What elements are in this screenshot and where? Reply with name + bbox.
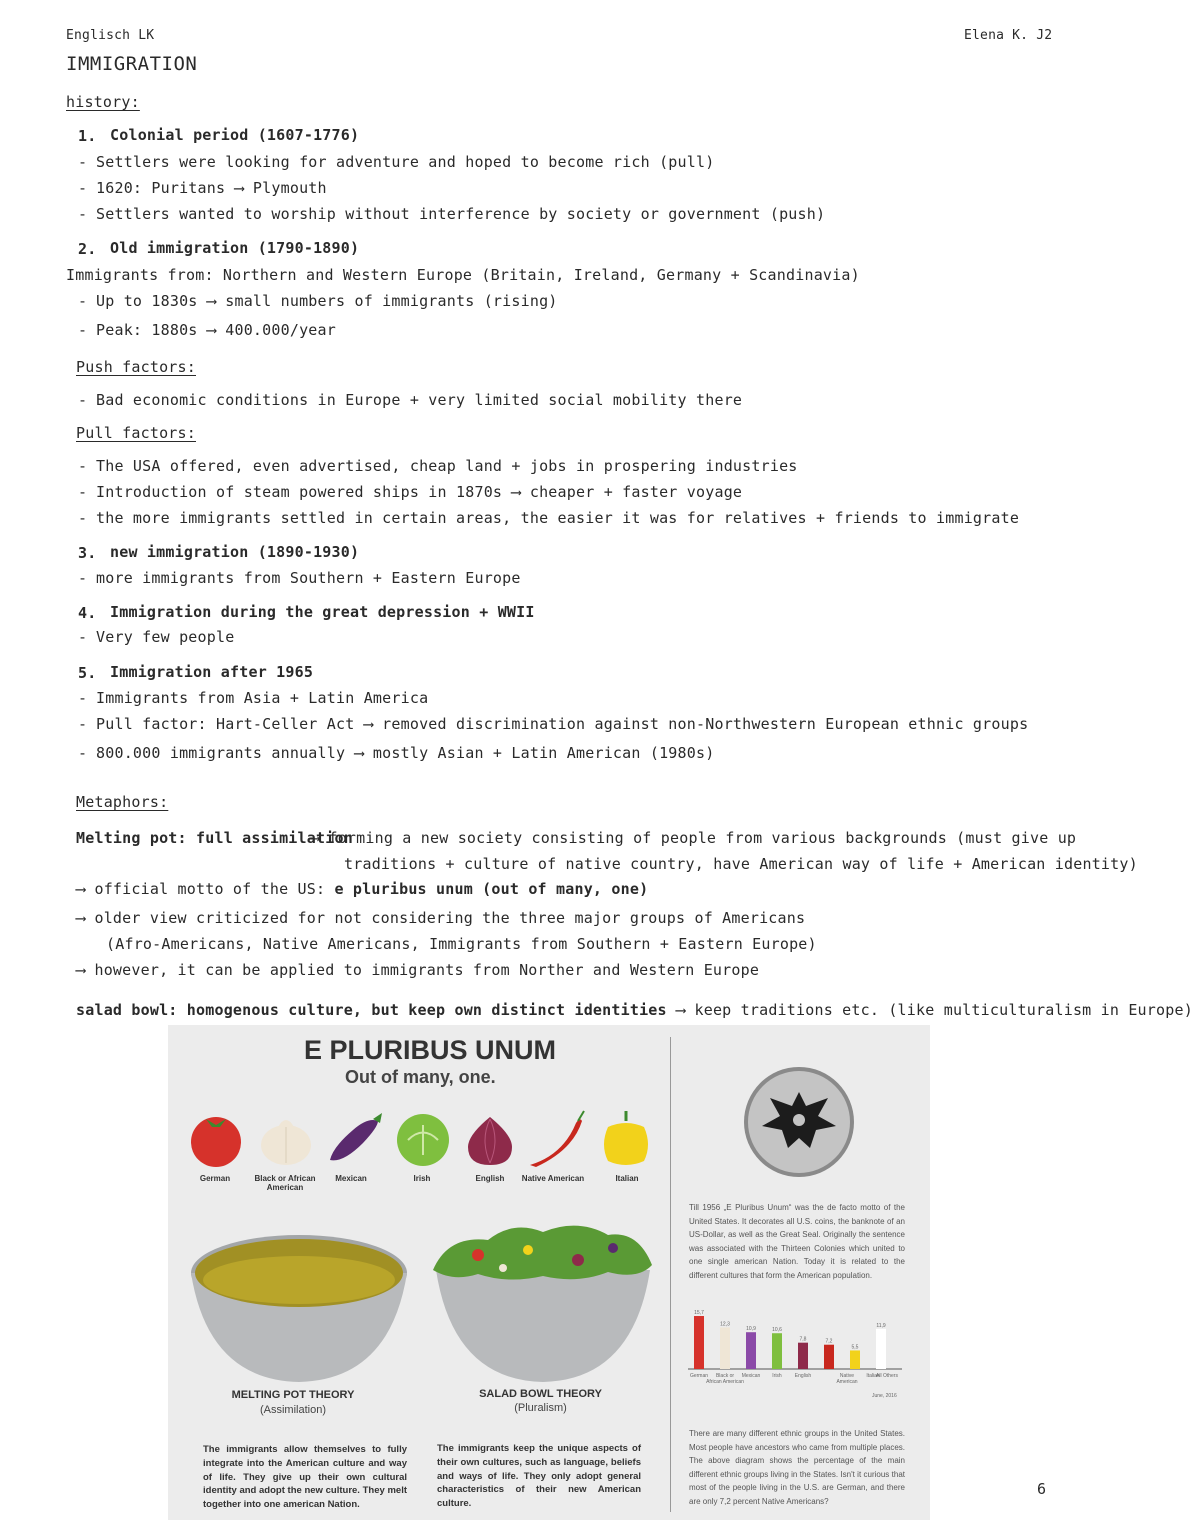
tomato-icon <box>191 1117 241 1167</box>
melting-pot-theory-title: MELTING POT THEORY <box>231 1389 355 1401</box>
bullet-dash: - <box>78 179 88 197</box>
chart-bar <box>720 1327 730 1369</box>
melting-pot-text: traditions + culture of native country, have American way of life + American identity) <box>344 855 1138 873</box>
section-title: new immigration (1890-1930) <box>110 543 360 561</box>
onion-icon <box>468 1117 512 1165</box>
chart-tick-label: Italian <box>866 1373 880 1379</box>
bullet-text: Up to 1830s ⟶ small numbers of immigrants (rising) <box>96 292 558 310</box>
veg-label: Mexican <box>335 1174 367 1183</box>
section-number: 2. <box>78 240 97 258</box>
section-number: 4. <box>78 604 97 622</box>
bullet-text: the more immigrants settled in certain areas, the easier it was for relatives + friends to immigrate <box>96 509 1020 527</box>
bullet-dash: - <box>78 391 88 409</box>
e-pluribus-unum-infographic <box>168 1025 930 1520</box>
chart-value-label: 10,6 <box>772 1327 782 1334</box>
chart-tick-label: American <box>836 1379 858 1385</box>
chart-bar <box>746 1332 756 1369</box>
bullet-text: Very few people <box>96 628 235 646</box>
push-heading: Push factors: <box>76 358 196 376</box>
chart-description: There are many different ethnic groups in the United States. Most people have ancestors who came from multiple places. The above diagram shows the percentage of the main different ethnic groups living in the States. Isn't it curious that most of the people living in the U.S. are German, and there are only 7,2 percent Native Americans? <box>689 1429 905 1506</box>
salad-bowl-theory-sub: (Pluralism) <box>514 1402 567 1414</box>
garlic-icon <box>261 1120 311 1165</box>
bullet-dash: - <box>78 153 88 171</box>
bullet-text: more immigrants from Southern + Eastern Europe <box>96 569 521 587</box>
bullet-text: Settlers wanted to worship without interference by society or government (push) <box>96 205 826 223</box>
cabbage-icon <box>397 1114 449 1166</box>
seal-description: Till 1956 „E Pluribus Unum“ was the de facto motto of the United States. It decorates all U.S. coins, the banknote of an US-Dollar, as well as the Great Seal. Originally the sentence was associated with the Thirteen Colonies which united to one single american Nation. Today it is related to the different cultures that form the American population. <box>689 1203 905 1280</box>
section-title: Immigration after 1965 <box>110 663 314 681</box>
chart-tick-label: Mexican <box>741 1373 761 1379</box>
section-number: 5. <box>78 664 97 682</box>
bullet-text: Peak: 1880s ⟶ 400.000/year <box>96 321 336 339</box>
melting-pot-bowl <box>191 1235 407 1382</box>
motto-prefix: ⟶ official motto of the US: <box>76 880 335 898</box>
section-number: 1. <box>78 127 97 145</box>
chart-bar <box>824 1345 834 1369</box>
course-label: Englisch LK <box>66 28 155 43</box>
bullet-text: Bad economic conditions in Europe + very limited social mobility there <box>96 391 743 409</box>
bullet-text: 1620: Puritans ⟶ Plymouth <box>96 179 327 197</box>
chart-bar <box>850 1350 860 1369</box>
bullet-dash: - <box>78 457 88 475</box>
criticism-line: ⟶ older view criticized for not considering the three major groups of Americans <box>76 909 806 927</box>
chart-value-label: 15,7 <box>694 1310 704 1317</box>
melting-pot-label: Melting pot: full assimilation <box>76 829 353 847</box>
chart-tick-label: All Others <box>876 1373 898 1379</box>
veg-label: Native American <box>521 1174 585 1183</box>
criticism-line-cont: (Afro-Americans, Native Americans, Immigrants from Southern + Eastern Europe) <box>106 935 817 953</box>
chart-value-label: 7,8 <box>799 1336 807 1343</box>
chart-tick-label: Native <box>839 1373 855 1379</box>
veg-label: Black or African American <box>254 1174 316 1192</box>
infographic-title: E PLURIBUS UNUM <box>304 1035 557 1065</box>
bullet-dash: - <box>78 321 88 339</box>
metaphors-heading: Metaphors: <box>76 793 169 811</box>
chili-icon <box>530 1111 584 1167</box>
melting-pot-text: ⟶ forming a new society consisting of people from various backgrounds (must give up <box>310 829 1077 847</box>
veg-label: English <box>475 1174 505 1183</box>
history-heading: history: <box>66 93 140 111</box>
vegetables-row <box>168 1105 668 1175</box>
chart-value-label: 11,9 <box>876 1322 886 1329</box>
chart-bar <box>694 1316 704 1369</box>
melting-pot-theory-text: The immigrants allow themselves to fully integrate into the American culture and way of life. They give up their own cultural identity and adopt the new culture. They melt together into one american Nation. <box>203 1444 407 1511</box>
author-label: Elena K. J2 <box>964 28 1053 43</box>
salad-bowl-label: salad bowl: homogenous culture, but keep own distinct identities <box>76 1001 667 1019</box>
pepper-icon <box>604 1111 648 1165</box>
chart-tick-label: Irish <box>772 1373 782 1379</box>
bullet-dash: - <box>78 292 88 310</box>
bullet-text: Introduction of steam powered ships in 1870s ⟶ cheaper + faster voyage <box>96 483 743 501</box>
bullet-dash: - <box>78 689 88 707</box>
chart-value-label: 7,2 <box>825 1338 833 1345</box>
salad-bowl-theory-text: The immigrants keep the unique aspects of their own cultures, such as language, beliefs and ways of life. They only adopt general characteristics of their new American culture. <box>437 1443 641 1510</box>
bullet-text: Immigrants from Asia + Latin America <box>96 689 429 707</box>
infographic-subtitle: Out of many, one. <box>345 1067 496 1087</box>
bullet-dash: - <box>78 715 88 733</box>
pull-heading: Pull factors: <box>76 424 196 442</box>
motto-text: e pluribus unum (out of many, one) <box>334 880 649 898</box>
veg-label: Italian <box>615 1174 639 1183</box>
chart-value-label: 10,9 <box>746 1326 756 1333</box>
melting-pot-theory-sub: (Assimilation) <box>259 1404 326 1416</box>
divider <box>670 1037 671 1512</box>
bullet-text: 800.000 immigrants annually ⟶ mostly Asian + Latin American (1980s) <box>96 744 715 762</box>
bullet-text: Settlers were looking for adventure and hoped to become rich (pull) <box>96 153 715 171</box>
ethnic-groups-bar-chart <box>686 1307 908 1403</box>
bullet-text: Pull factor: Hart-Celler Act ⟶ removed discrimination against non-Northwestern European ethnic groups <box>96 715 1029 733</box>
veg-label: Irish <box>413 1174 431 1183</box>
motto-line <box>76 880 648 898</box>
section-title: Old immigration (1790-1890) <box>110 239 360 257</box>
bullet-dash: - <box>78 509 88 527</box>
great-seal-icon <box>740 1070 858 1174</box>
chart-note: June, 2016 <box>872 1393 897 1399</box>
chart-bar <box>798 1343 808 1369</box>
bullet-dash: - <box>78 205 88 223</box>
applied-line: ⟶ however, it can be applied to immigrants from Norther and Western Europe <box>76 961 760 979</box>
chart-value-label: 5,5 <box>851 1344 859 1351</box>
chart-bar <box>772 1333 782 1369</box>
chart-tick-label: Black or <box>715 1373 735 1379</box>
bullet-text: The USA offered, even advertised, cheap land + jobs in prospering industries <box>96 457 798 475</box>
veg-label: German <box>199 1174 231 1183</box>
bullet-dash: - <box>78 744 88 762</box>
salad-bowl-theory-title: SALAD BOWL THEORY <box>479 1388 602 1400</box>
chart-value-label: 12,3 <box>720 1321 730 1328</box>
chart-tick-label: German <box>689 1373 709 1379</box>
section-title: Colonial period (1607-1776) <box>110 126 360 144</box>
page-title: IMMIGRATION <box>66 53 198 75</box>
page-number: 6 <box>1037 1480 1047 1498</box>
section-number: 3. <box>78 544 97 562</box>
bowls <box>168 1210 668 1400</box>
chart-tick-label: English <box>794 1373 812 1379</box>
bullet-dash: - <box>78 483 88 501</box>
bullet-dash: - <box>78 569 88 587</box>
salad-bowl <box>433 1226 652 1382</box>
salad-bowl-text: ⟶ keep traditions etc. (like multiculturalism in Europe) <box>676 1001 1193 1019</box>
chart-bar <box>876 1329 886 1369</box>
chart-tick-label: African American <box>706 1379 744 1385</box>
salad-bowl-line <box>76 1001 1193 1019</box>
bullet-dash: - <box>78 628 88 646</box>
section-title: Immigration during the great depression + WWII <box>110 603 535 621</box>
section-intro: Immigrants from: Northern and Western Europe (Britain, Ireland, Germany + Scandinavia) <box>66 266 860 284</box>
eggplant-icon <box>330 1113 382 1160</box>
